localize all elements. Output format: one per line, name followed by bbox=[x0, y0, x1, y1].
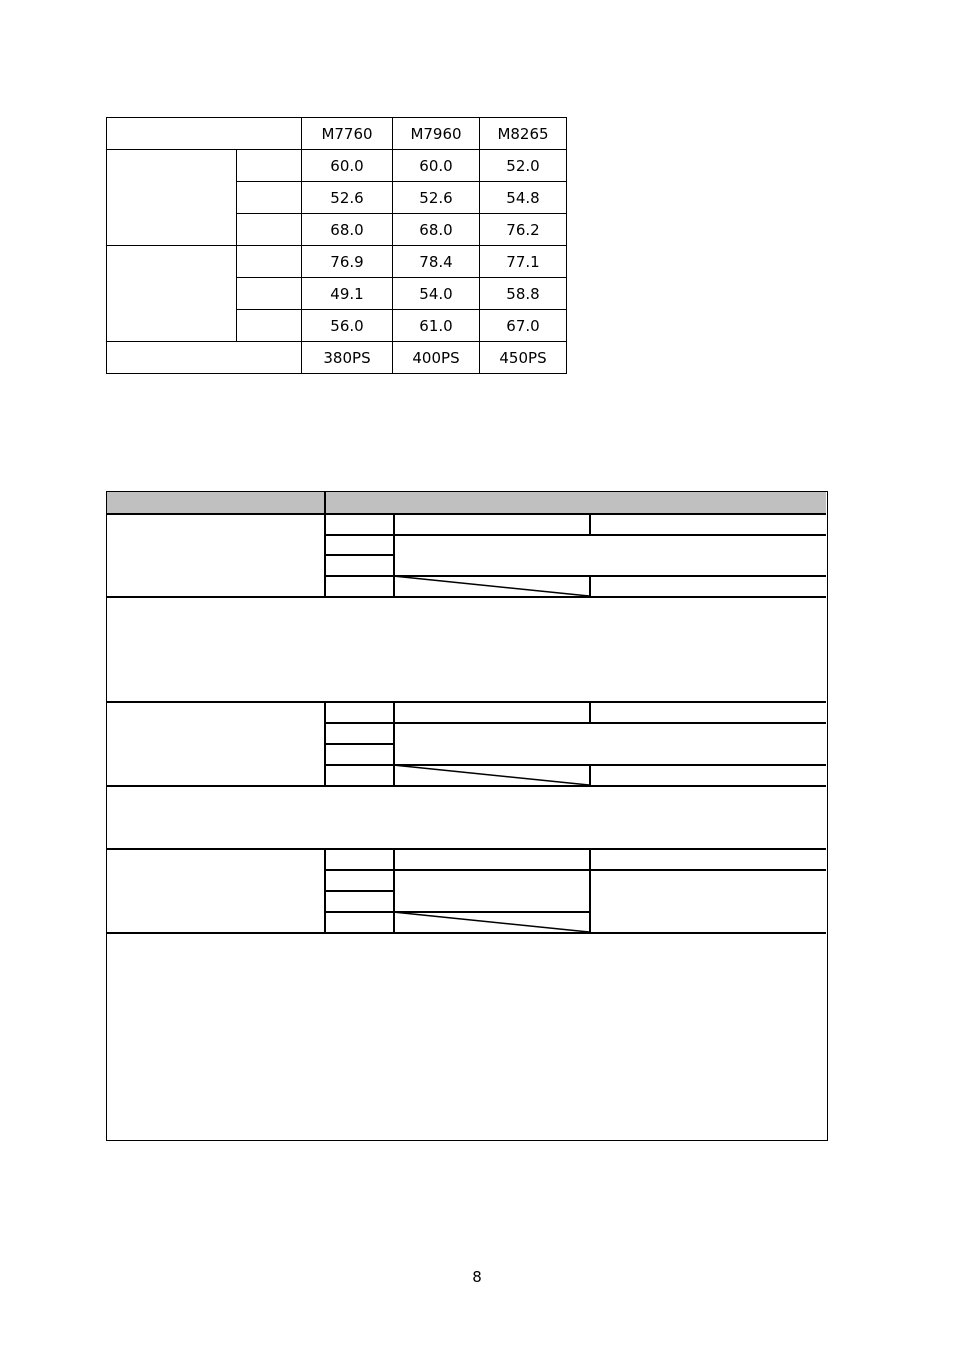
divider bbox=[589, 701, 591, 722]
group-label-cell bbox=[107, 150, 237, 246]
table-cell: 58.8 bbox=[480, 278, 567, 310]
table-cell: 68.0 bbox=[302, 214, 393, 246]
sub-label-cell bbox=[237, 278, 302, 310]
table-cell: 54.0 bbox=[393, 278, 480, 310]
power-cell: 400PS bbox=[393, 342, 480, 374]
table-cell: 49.1 bbox=[302, 278, 393, 310]
diagonal-line bbox=[393, 912, 589, 932]
spec-table bbox=[106, 117, 567, 374]
divider bbox=[107, 848, 826, 850]
divider bbox=[324, 492, 326, 513]
divider bbox=[393, 848, 395, 932]
divider bbox=[324, 554, 393, 556]
divider bbox=[324, 722, 826, 724]
divider bbox=[589, 513, 591, 534]
sub-label-cell bbox=[237, 310, 302, 342]
power-cell: 380PS bbox=[302, 342, 393, 374]
divider bbox=[324, 764, 826, 766]
divider bbox=[393, 513, 395, 597]
model-header: M8265 bbox=[480, 118, 567, 150]
table-cell: 76.9 bbox=[302, 246, 393, 278]
table-cell: 61.0 bbox=[393, 310, 480, 342]
divider bbox=[589, 575, 591, 596]
table-row bbox=[107, 150, 567, 182]
divider bbox=[107, 596, 826, 598]
blank-form bbox=[106, 491, 828, 1141]
divider bbox=[324, 869, 826, 871]
divider bbox=[589, 848, 591, 932]
power-label-cell bbox=[107, 342, 302, 374]
sub-label-cell bbox=[237, 150, 302, 182]
sub-label-cell bbox=[237, 214, 302, 246]
divider bbox=[324, 575, 826, 577]
table-cell: 67.0 bbox=[480, 310, 567, 342]
sub-label-cell bbox=[237, 246, 302, 278]
divider bbox=[107, 701, 826, 703]
table-cell: 68.0 bbox=[393, 214, 480, 246]
table-cell: 78.4 bbox=[393, 246, 480, 278]
table-cell: 56.0 bbox=[302, 310, 393, 342]
table-row bbox=[107, 342, 567, 374]
table-row bbox=[107, 118, 567, 150]
divider bbox=[107, 932, 826, 934]
table-cell: 52.0 bbox=[480, 150, 567, 182]
divider bbox=[107, 513, 826, 515]
sub-label-cell bbox=[237, 182, 302, 214]
table-cell: 76.2 bbox=[480, 214, 567, 246]
divider bbox=[589, 764, 591, 785]
diagonal-strikes bbox=[107, 492, 826, 1139]
divider bbox=[107, 785, 826, 787]
diagonal-line bbox=[393, 765, 589, 785]
divider bbox=[324, 743, 393, 745]
group-label-cell bbox=[107, 246, 237, 342]
divider bbox=[393, 701, 395, 785]
divider bbox=[324, 534, 826, 536]
divider bbox=[324, 911, 589, 913]
model-header: M7960 bbox=[393, 118, 480, 150]
table-cell: 60.0 bbox=[393, 150, 480, 182]
table-cell: 77.1 bbox=[480, 246, 567, 278]
header-blank-cell bbox=[107, 118, 302, 150]
table-cell: 54.8 bbox=[480, 182, 567, 214]
model-header: M7760 bbox=[302, 118, 393, 150]
page-number: 8 bbox=[472, 1268, 482, 1286]
table-row bbox=[107, 246, 567, 278]
form-header-band bbox=[107, 492, 826, 513]
divider bbox=[324, 890, 393, 892]
diagonal-line bbox=[393, 576, 589, 596]
table-cell: 60.0 bbox=[302, 150, 393, 182]
power-cell: 450PS bbox=[480, 342, 567, 374]
table-cell: 52.6 bbox=[302, 182, 393, 214]
table-cell: 52.6 bbox=[393, 182, 480, 214]
